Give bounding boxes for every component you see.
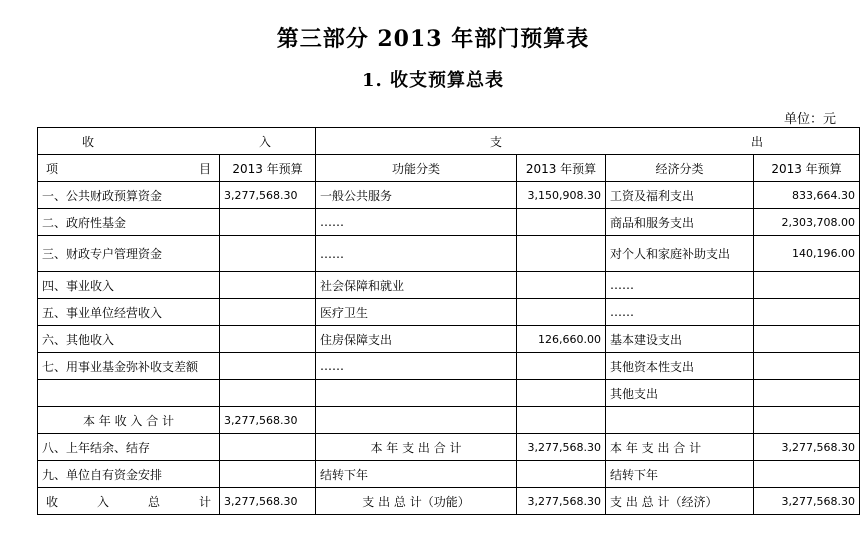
income-header-left: 收 [82, 134, 95, 149]
income-item: 二、政府性基金 [38, 209, 220, 236]
income-item: 四、事业收入 [38, 272, 220, 299]
econ-item: 工资及福利支出 [606, 182, 754, 209]
table-row [38, 182, 860, 209]
func-item: 本 年 支 出 合 计 [316, 434, 517, 461]
econ-class-header: 经济分类 [606, 155, 754, 182]
econ-item: 本 年 支 出 合 计 [606, 434, 754, 461]
func-item: …… [316, 209, 517, 236]
table-row [38, 434, 860, 461]
func-amount [517, 209, 606, 236]
econ-item: 结转下年 [606, 461, 754, 488]
econ-amount [754, 407, 860, 434]
econ-total-amount: 3,277,568.30 [754, 488, 860, 515]
table-subtitle: 1. 收支预算总表 [361, 70, 505, 91]
econ-amount: 2,303,708.00 [754, 209, 860, 236]
func-amount [517, 236, 606, 272]
income-amount [220, 380, 316, 407]
income-amount [220, 272, 316, 299]
econ-item: …… [606, 299, 754, 326]
income-total-label [38, 488, 220, 515]
func-item: 社会保障和就业 [316, 272, 517, 299]
econ-item: 基本建设支出 [606, 326, 754, 353]
expense-header-left: 支 [490, 134, 503, 149]
income-total-char: 入 [96, 494, 109, 509]
econ-item: 商品和服务支出 [606, 209, 754, 236]
func-class-header: 功能分类 [316, 155, 517, 182]
econ-item: 其他资本性支出 [606, 353, 754, 380]
func-total-label: 支 出 总 计（功能） [316, 488, 517, 515]
func-item [316, 380, 517, 407]
func-total-amount: 3,277,568.30 [517, 488, 606, 515]
income-item [38, 380, 220, 407]
func-amount [517, 272, 606, 299]
table-row [38, 353, 860, 380]
func-amount [517, 299, 606, 326]
func-amount [517, 353, 606, 380]
item-header [38, 155, 220, 182]
func-amount [517, 461, 606, 488]
func-amount: 3,277,568.30 [517, 434, 606, 461]
income-amount [220, 326, 316, 353]
income-item: 一、公共财政预算资金 [38, 182, 220, 209]
income-total-char: 计 [198, 494, 211, 509]
econ-amount [754, 461, 860, 488]
table-row [38, 209, 860, 236]
expense-header-right: 出 [751, 134, 764, 149]
income-budget-header: 2013 年预算 [220, 155, 316, 182]
income-amount [220, 209, 316, 236]
func-item: …… [316, 236, 517, 272]
income-amount [220, 236, 316, 272]
expense-header [316, 128, 860, 155]
table-row [38, 326, 860, 353]
item-header-left: 项 [46, 161, 59, 176]
income-item: 三、财政专户管理资金 [38, 236, 220, 272]
table-row [38, 299, 860, 326]
econ-item: …… [606, 272, 754, 299]
income-amount [220, 434, 316, 461]
income-total-char: 收 [46, 494, 59, 509]
header-row-1 [38, 128, 860, 155]
income-item: 本 年 收 入 合 计 [38, 407, 220, 434]
econ-amount: 833,664.30 [754, 182, 860, 209]
income-header [38, 128, 316, 155]
item-header-right: 目 [198, 161, 211, 176]
econ-amount [754, 272, 860, 299]
func-item: …… [316, 353, 517, 380]
econ-budget-header: 2013 年预算 [754, 155, 860, 182]
income-amount [220, 299, 316, 326]
income-header-right: 入 [258, 134, 271, 149]
income-item: 七、用事业基金弥补收支差额 [38, 353, 220, 380]
econ-item [606, 407, 754, 434]
econ-amount [754, 353, 860, 380]
income-amount: 3,277,568.30 [220, 407, 316, 434]
econ-amount [754, 380, 860, 407]
func-item: 医疗卫生 [316, 299, 517, 326]
econ-item: 其他支出 [606, 380, 754, 407]
income-item: 五、事业单位经营收入 [38, 299, 220, 326]
total-row [38, 488, 860, 515]
table-row [38, 236, 860, 272]
econ-item: 对个人和家庭补助支出 [606, 236, 754, 272]
income-amount: 3,277,568.30 [220, 182, 316, 209]
table-row [38, 461, 860, 488]
table-row [38, 407, 860, 434]
income-total-char: 总 [147, 494, 160, 509]
income-item: 九、单位自有资金安排 [38, 461, 220, 488]
income-amount [220, 353, 316, 380]
header-row-2 [38, 155, 860, 182]
income-item: 八、上年结余、结存 [38, 434, 220, 461]
func-item: 住房保障支出 [316, 326, 517, 353]
econ-amount [754, 299, 860, 326]
func-amount [517, 407, 606, 434]
func-item: 结转下年 [316, 461, 517, 488]
func-item [316, 407, 517, 434]
func-amount: 126,660.00 [517, 326, 606, 353]
table-row [38, 380, 860, 407]
income-amount [220, 461, 316, 488]
income-total-amount: 3,277,568.30 [220, 488, 316, 515]
income-item: 六、其他收入 [38, 326, 220, 353]
econ-amount [754, 326, 860, 353]
table-row [38, 272, 860, 299]
econ-amount: 3,277,568.30 [754, 434, 860, 461]
func-amount [517, 380, 606, 407]
unit-label: 单位：元 [783, 112, 836, 127]
func-budget-header: 2013 年预算 [517, 155, 606, 182]
econ-total-label: 支 出 总 计（经济） [606, 488, 754, 515]
budget-summary-table [37, 127, 860, 515]
page-title: 第三部分 2013 年部门预算表 [276, 26, 590, 52]
econ-amount: 140,196.00 [754, 236, 860, 272]
func-item: 一般公共服务 [316, 182, 517, 209]
func-amount: 3,150,908.30 [517, 182, 606, 209]
